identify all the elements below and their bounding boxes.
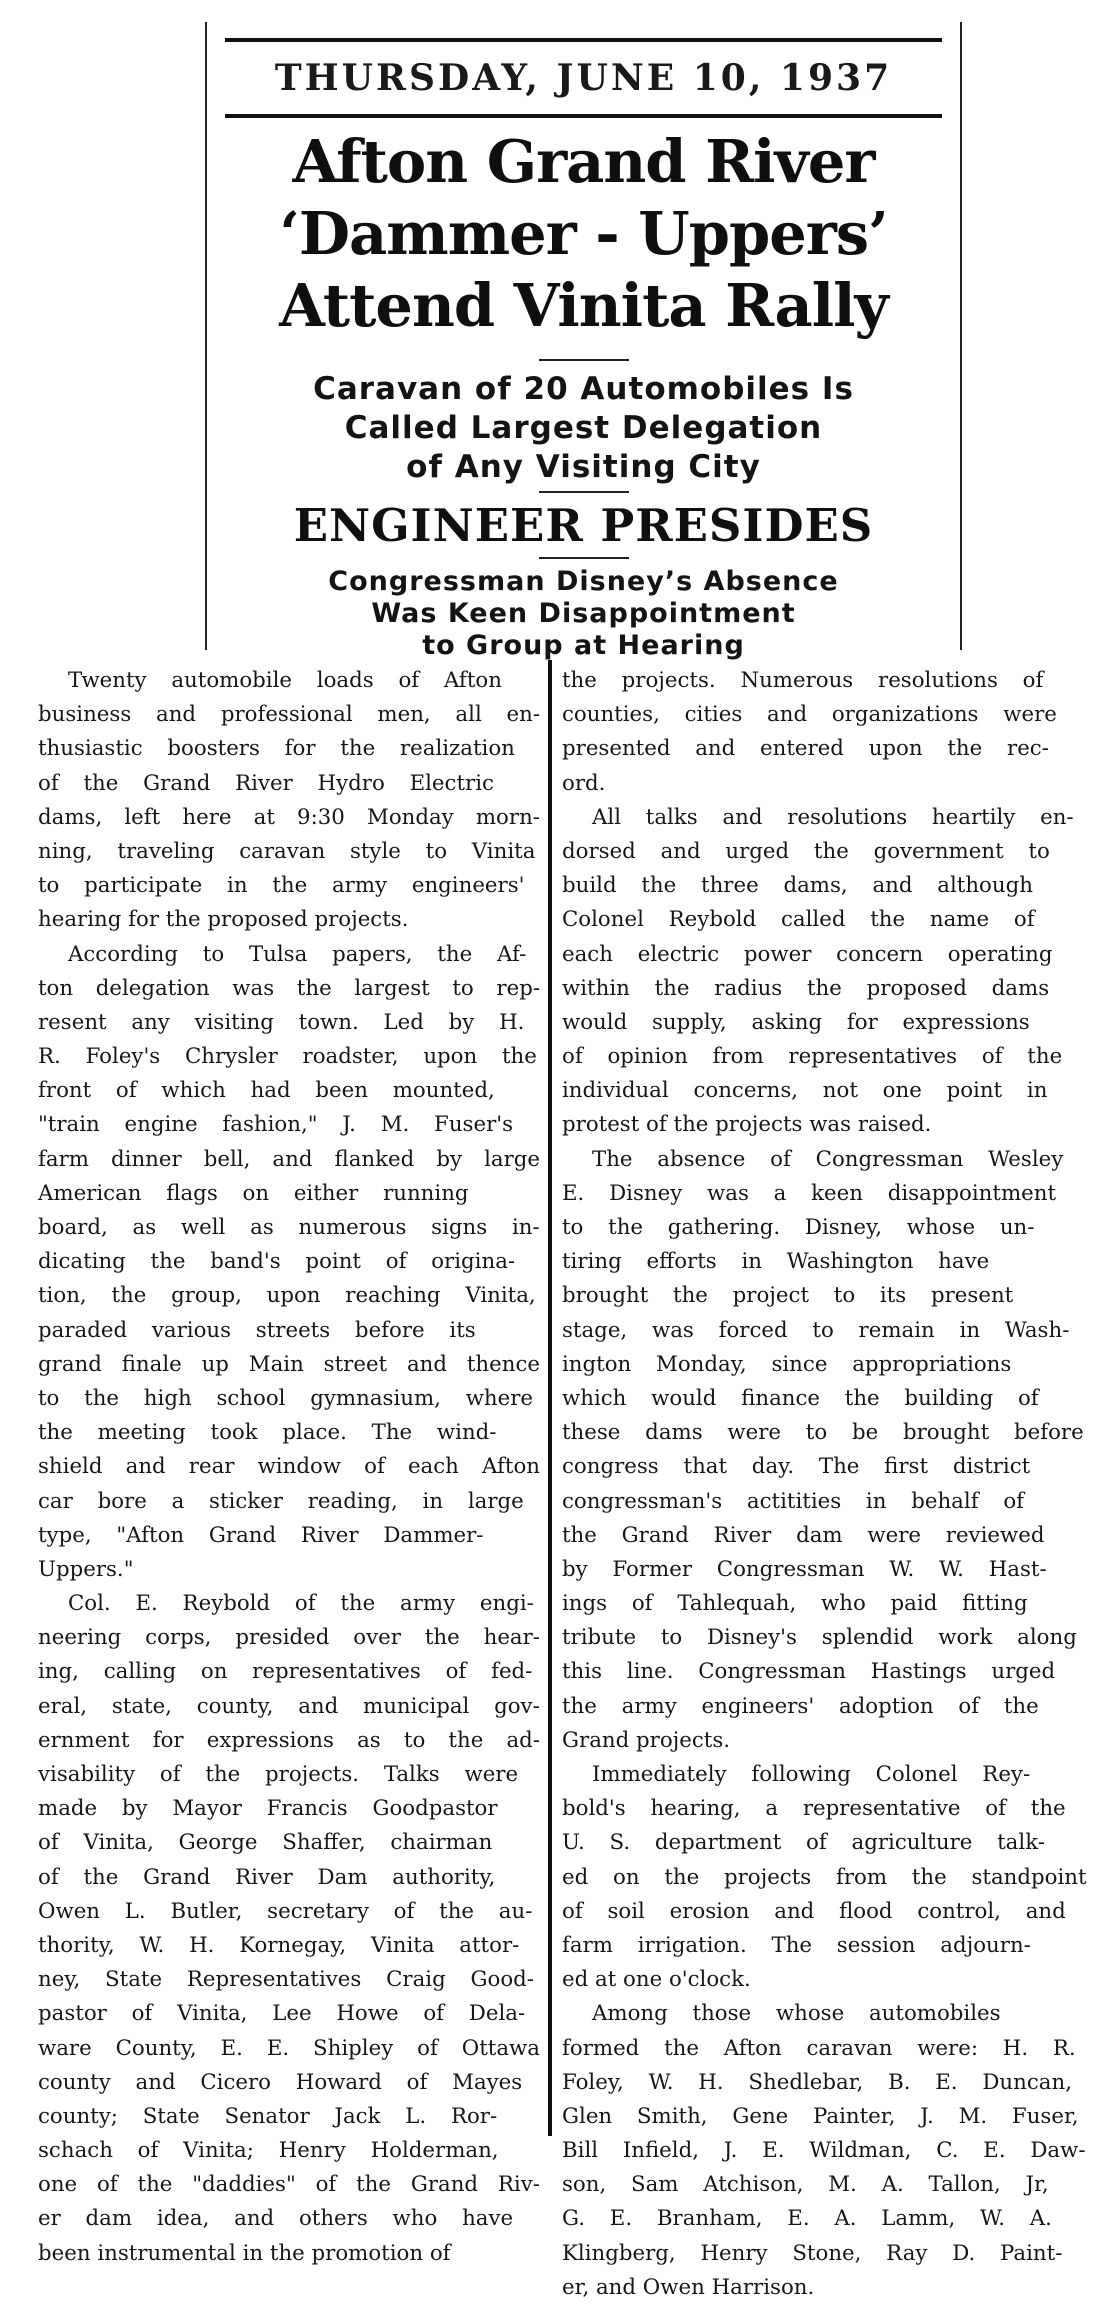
deck-line: to Group at Hearing	[422, 630, 745, 661]
text-line: eral, state, county, and municipal gov-	[38, 1693, 540, 1719]
text-line: business and professional men, all en-	[38, 702, 541, 728]
text-line: board, as well as numerous signs in-	[38, 1215, 540, 1240]
text-line: the projects. Numerous resolutions of	[562, 668, 1044, 693]
text-line: these dams were to be brought before	[562, 1420, 1084, 1446]
text-line: to participate in the army engineers'	[38, 873, 525, 899]
text-line: G. E. Branham, E. A. Lamm, W. A.	[562, 2206, 1052, 2232]
text-line: this line. Congressman Hastings urged	[562, 1659, 1056, 1685]
text-line: the Grand River dam were reviewed	[562, 1522, 1045, 1548]
deck-primary	[207, 370, 960, 487]
text-line: Bill Infield, J. E. Wildman, C. E. Daw-	[562, 2138, 1086, 2164]
text-line: of the Grand River Dam authority,	[38, 1864, 496, 1890]
text-line: dicating the band's point of origina-	[38, 1249, 516, 1275]
dateline: THURSDAY, JUNE 10, 1937	[225, 38, 942, 118]
text-line: ington Monday, since appropriations	[562, 1351, 1012, 1377]
text-line: farm irrigation. The session adjourn-	[562, 1932, 1031, 1958]
text-line: thority, W. H. Kornegay, Vinita attor-	[38, 1932, 520, 1958]
text-line: ing, calling on representatives of fed-	[38, 1659, 533, 1685]
text-line: ed on the projects from the standpoint	[562, 1864, 1087, 1890]
text-line: formed the Afton caravan were: H. R.	[562, 2035, 1076, 2061]
text-line: ernment for expressions as to the ad-	[38, 1727, 540, 1753]
text-line: pastor of Vinita, Lee Howe of Dela-	[38, 2001, 526, 2027]
text-line: presented and entered upon the rec-	[562, 736, 1049, 762]
headline	[207, 126, 960, 342]
text-line: R. Foley's Chrysler roadster, upon the	[38, 1044, 537, 1070]
text-line: American flags on either running	[38, 1180, 469, 1206]
text-line: All talks and resolutions heartily en-	[592, 804, 1074, 830]
text-line: ed at one o'clock.	[562, 1967, 751, 1993]
text-line: county; State Senator Jack L. Ror-	[38, 2103, 498, 2129]
text-line: to the gathering. Disney, whose un-	[562, 1215, 1035, 1240]
text-line: dams, left here at 9:30 Monday morn-	[38, 804, 540, 830]
text-line: dorsed and urged the government to	[562, 838, 1050, 864]
text-line: resent any visiting town. Led by H.	[38, 1009, 525, 1035]
text-line: Klingberg, Henry Stone, Ray D. Paint-	[562, 2240, 1063, 2266]
text-line: ney, State Representatives Craig Good-	[38, 1967, 534, 1993]
text-line: ning, traveling caravan style to Vinita	[38, 838, 536, 864]
text-line: Among those whose automobiles	[592, 2001, 1001, 2027]
text-line: Twenty automobile loads of Afton	[68, 668, 502, 693]
text-line: brought the project to its present	[562, 1283, 1014, 1309]
divider-rule	[539, 491, 629, 493]
text-line: Immediately following Colonel Rey-	[592, 1762, 1031, 1787]
text-line: tiring efforts in Washington have	[562, 1249, 990, 1275]
text-line: Foley, W. H. Shedlebar, B. E. Duncan,	[562, 2069, 1072, 2095]
text-line: by Former Congressman W. W. Hast-	[562, 1556, 1047, 1582]
text-line: Grand projects.	[562, 1727, 731, 1753]
headline-block	[205, 22, 962, 661]
divider-rule	[539, 359, 629, 361]
text-line: of the Grand River Hydro Electric	[38, 770, 494, 796]
text-line: Owen L. Butler, secretary of the au-	[38, 1898, 533, 1924]
text-line: of opinion from representatives of the	[562, 1044, 1063, 1070]
deck-secondary	[207, 566, 960, 662]
text-line: the army engineers' adoption of the	[562, 1693, 1039, 1719]
deck-line: Called Largest Delegation	[344, 410, 823, 446]
deck-line: Caravan of 20 Automobiles Is	[313, 371, 854, 407]
text-line: schach of Vinita; Henry Holderman,	[38, 2138, 499, 2164]
text-line: shield and rear window of each Afton	[38, 1454, 541, 1480]
text-line: counties, cities and organizations were	[562, 702, 1057, 728]
text-line: tribute to Disney's splendid work along	[562, 1625, 1077, 1651]
text-line: grand finale up Main street and thence	[38, 1351, 540, 1377]
text-line: individual concerns, not one point in	[562, 1078, 1048, 1104]
text-line: bold's hearing, a representative of the	[562, 1796, 1066, 1822]
deck-line: Was Keen Disappointment	[371, 598, 796, 629]
text-line: "train engine fashion," J. M. Fuser's	[38, 1112, 514, 1138]
text-line: would supply, asking for expressions	[562, 1009, 1030, 1035]
text-line: the meeting took place. The wind-	[38, 1420, 497, 1446]
text-line: of Vinita, George Shaffer, chairman	[38, 1830, 493, 1856]
column-divider	[548, 660, 552, 2136]
text-line: ings of Tahlequah, who paid fitting	[562, 1591, 1028, 1617]
text-line: son, Sam Atchison, M. A. Tallon, Jr,	[562, 2172, 1049, 2198]
headline-line: Afton Grand River	[292, 127, 875, 196]
text-line: According to Tulsa papers, the Af-	[68, 941, 527, 967]
text-line: congress that day. The first district	[562, 1454, 1031, 1480]
text-line: front of which had been mounted,	[38, 1078, 495, 1104]
text-line: Col. E. Reybold of the army engi-	[68, 1591, 534, 1617]
text-line: visability of the projects. Talks were	[38, 1762, 519, 1787]
text-line: Colonel Reybold called the name of	[562, 907, 1035, 933]
text-line: of soil erosion and flood control, and	[562, 1898, 1066, 1924]
text-line: to the high school gymnasium, where	[38, 1385, 534, 1411]
text-line: ton delegation was the largest to rep-	[38, 975, 541, 1001]
text-line: E. Disney was a keen disappointment	[562, 1180, 1057, 1206]
text-line: county and Cicero Howard of Mayes	[38, 2069, 523, 2095]
text-line: paraded various streets before its	[38, 1317, 476, 1343]
text-line: Uppers."	[38, 1556, 134, 1582]
text-line: thusiastic boosters for the realization	[38, 736, 515, 762]
text-line: tion, the group, upon reaching Vinita,	[38, 1283, 536, 1309]
text-line: U. S. department of agriculture talk-	[562, 1830, 1045, 1856]
text-line: er dam idea, and others who have	[38, 2206, 514, 2232]
text-line: hearing for the proposed projects.	[38, 907, 409, 933]
text-line: within the radius the proposed dams	[562, 975, 1050, 1001]
deck-line: of Any Visiting City	[406, 449, 761, 485]
text-line: farm dinner bell, and flanked by large	[38, 1146, 540, 1172]
text-line: neering corps, presided over the hear-	[38, 1625, 541, 1651]
article-column-left	[12, 664, 541, 2266]
text-line: which would finance the building of	[562, 1385, 1039, 1411]
text-line: each electric power concern operating	[562, 941, 1053, 967]
text-line: been instrumental in the promotion of	[38, 2240, 451, 2266]
text-line: one of the "daddies" of the Grand Riv-	[38, 2172, 540, 2198]
text-line: er, and Owen Harrison.	[562, 2274, 815, 2300]
headline-line: Attend Vinita Rally	[279, 271, 888, 340]
text-line: The absence of Congressman Wesley	[592, 1146, 1064, 1172]
subheadline: ENGINEER PRESIDES	[293, 499, 874, 552]
text-line: stage, was forced to remain in Wash-	[562, 1317, 1070, 1343]
text-line: ware County, E. E. Shipley of Ottawa	[38, 2035, 540, 2061]
text-line: made by Mayor Francis Goodpastor	[38, 1796, 498, 1822]
text-line: car bore a sticker reading, in large	[38, 1488, 524, 1514]
text-line: congressman's actitities in behalf of	[562, 1488, 1025, 1514]
text-line: build the three dams, and although	[562, 873, 1033, 899]
text-line: ord.	[562, 770, 606, 796]
text-line: Glen Smith, Gene Painter, J. M. Fuser,	[562, 2103, 1079, 2129]
article-column-right	[556, 664, 1090, 2300]
deck-line: Congressman Disney’s Absence	[328, 566, 839, 597]
text-line: protest of the projects was raised.	[562, 1112, 932, 1138]
text-line: type, "Afton Grand River Dammer-	[38, 1522, 484, 1548]
headline-line: ‘Dammer - Uppers’	[279, 199, 888, 268]
divider-rule	[539, 557, 629, 559]
